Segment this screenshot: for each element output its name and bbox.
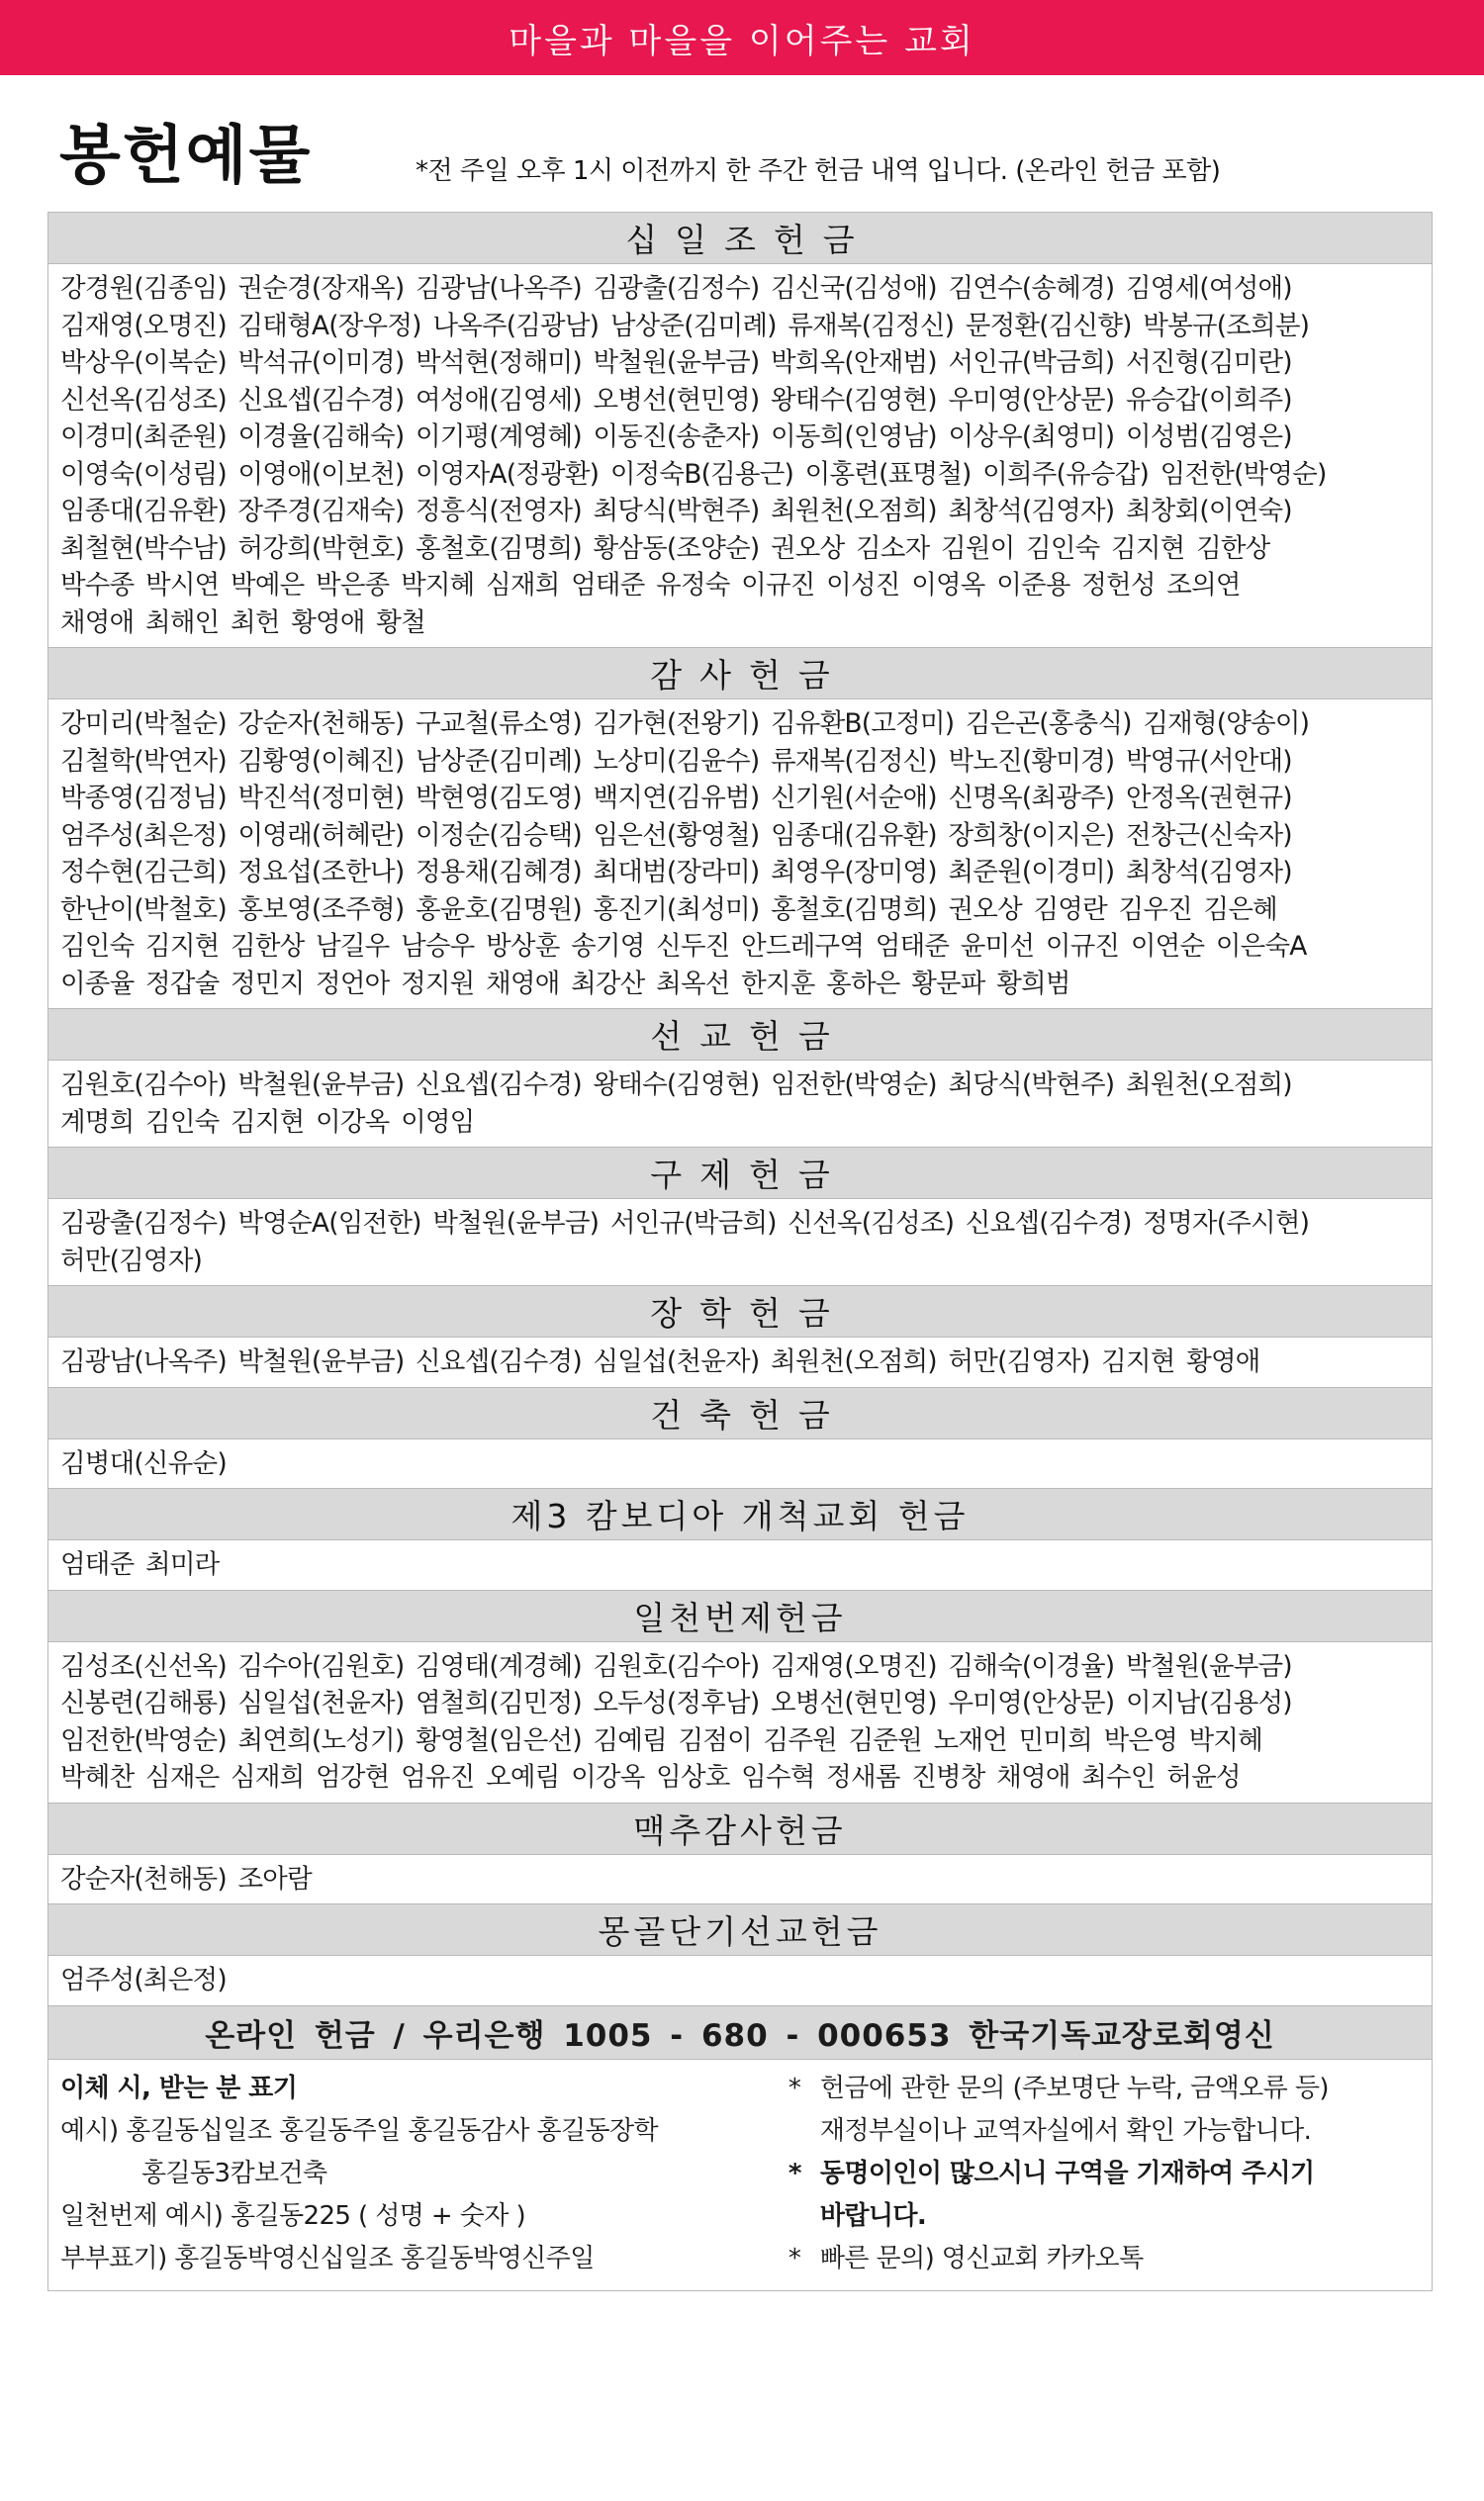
name-line: 신봉련(김해룡) 심일섭(천윤자) 염철희(김민정) 오두성(정후남) 오병선(현민영) 우미영(안상문) 이지남(김용성) [60, 1688, 1292, 1718]
notice-text: 빠른 문의) 영신교회 카카오톡 [819, 2243, 1144, 2273]
section-heading: 구제헌금 [48, 1148, 1432, 1199]
online-offering [48, 2006, 1432, 2290]
name-line: 김성조(신선옥) 김수아(김원호) 김영태(계경혜) 김원호(김수아) 김재영(오명진) 김해숙(이경율) 박철원(윤부금) [60, 1650, 1292, 1682]
notice-kakao [788, 2238, 1420, 2280]
name-line: 채영애 최해인 최헌 황영애 황철 [60, 606, 425, 638]
name-line: 박상우(이복순) 박석규(이미경) 박석현(정해미) 박철원(윤부금) 박희옥(안재범) 서인규(박금희) 서진형(김미란) [60, 347, 1292, 378]
name-line: 강미리(박철순) 강순자(천해동) 구교철(류소영) 김가현(전왕기) 김유환B(고정미) 김은곤(홍충식) 김재형(양송이) [60, 708, 1310, 739]
section-body [48, 1061, 1432, 1148]
section-building [48, 1388, 1432, 1490]
top-banner: 마을과 마을을 이어주는 교회 [0, 0, 1484, 75]
name-line: 이경미(최준원) 이경율(김해숙) 이기평(계영혜) 이동진(송춘자) 이동희(인영남) 이상우(최영미) 이성범(김영은) [60, 421, 1292, 452]
section-body [48, 1540, 1432, 1591]
section-heading: 제3 캄보디아 개척교회 헌금 [48, 1489, 1432, 1540]
section-heading: 건축헌금 [48, 1388, 1432, 1439]
section-thanksgiving [48, 648, 1432, 1009]
name-line: 강경원(김종임) 권순경(장재옥) 김광남(나옥주) 김광출(김정수) 김신국(김성애) 김연수(송혜경) 김영세(여성애) [60, 273, 1292, 304]
section-body [48, 1956, 1432, 2006]
section-heading: 선교헌금 [48, 1009, 1432, 1061]
name-line: 이종율 정갑술 정민지 정언아 정지원 채영애 최강산 최옥선 한지훈 홍하은 황문파 황희범 [60, 968, 1070, 999]
offering-notices [788, 2068, 1420, 2280]
asterisk-marker: * [788, 2073, 801, 2103]
section-body [48, 1855, 1432, 1905]
notice-same-name [788, 2153, 1420, 2195]
name-line: 최철현(박수남) 허강희(박현호) 홍철호(김명희) 황삼동(조양순) 권오상 김소자 김원이 김인숙 김지현 김한상 [60, 532, 1270, 564]
name-line: 김광출(김정수) 박영순A(임전한) 박철원(윤부금) 서인규(박금희) 신선옥(김성조) 신요셉(김수경) 정명자(주시현) [60, 1208, 1310, 1239]
name-line: 신선옥(김성조) 신요셉(김수경) 여성애(김영세) 오병선(현민영) 왕태수(김영현) 우미영(안상문) 유승갑(이희주) [60, 384, 1292, 416]
name-line: 김광남(나옥주) 박철원(윤부금) 신요셉(김수경) 심일섭(천윤자) 최원천(오점희) 허만(김영자) 김지현 황영애 [60, 1346, 1260, 1377]
name-line: 이영숙(이성림) 이영애(이보천) 이영자A(정광환) 이정숙B(김용근) 이홍련(표명철) 이희주(유승갑) 임전한(박영순) [60, 458, 1327, 490]
asterisk-marker: * [788, 2158, 801, 2188]
section-cambodia [48, 1489, 1432, 1591]
section-body [48, 1199, 1432, 1286]
section-tithe [48, 213, 1432, 648]
section-heading: 감사헌금 [48, 648, 1432, 699]
section-harvest-thanksgiving [48, 1804, 1432, 1905]
name-line: 임종대(김유환) 장주경(김재숙) 정흥식(전영자) 최당식(박현주) 최원천(오점희) 최창석(김영자) 최창회(이연숙) [60, 496, 1292, 526]
online-offering-info [48, 2060, 1432, 2290]
name-line: 계명희 김인숙 김지현 이강옥 이영임 [60, 1106, 475, 1138]
transfer-example: 예시) 홍길동십일조 홍길동주일 홍길동감사 홍길동장학 [60, 2115, 659, 2146]
notice-text: 헌금에 관한 문의 (주보명단 누락, 금액오류 등) [819, 2073, 1329, 2103]
asterisk-marker: * [788, 2243, 801, 2273]
name-line: 임전한(박영순) 최연희(노성기) 황영철(임은선) 김예림 김점이 김주원 김준원 노재언 민미희 박은영 박지혜 [60, 1724, 1263, 1756]
thousand-offering-example: 일천번제 예시) 홍길동225 ( 성명 + 숫자 ) [60, 2200, 526, 2231]
section-heading: 맥추감사헌금 [48, 1804, 1432, 1855]
name-line: 엄주성(최은정) 이영래(허혜란) 이정순(김승택) 임은선(황영철) 임종대(김유환) 장희창(이지은) 전창근(신숙자) [60, 819, 1292, 851]
offering-list [47, 212, 1433, 2291]
name-line: 박수종 박시연 박예은 박은종 박지혜 심재희 엄태준 유정숙 이규진 이성진 이영옥 이준용 정헌성 조의연 [60, 570, 1241, 601]
name-line: 한난이(박철호) 홍보영(조주형) 홍윤호(김명원) 홍진기(최성미) 홍철호(김명희) 권오상 김영란 김우진 김은혜 [60, 893, 1277, 925]
name-line: 김재영(오명진) 김태형A(장우정) 나옥주(김광남) 남상준(김미례) 류재복(김정신) 문정환(김신향) 박봉규(조희분) [60, 310, 1310, 341]
section-mission [48, 1009, 1432, 1148]
section-body [48, 1439, 1432, 1490]
name-line: 김병대(신유순) [60, 1447, 227, 1479]
transfer-instructions [60, 2068, 788, 2280]
page-title: 봉헌예물 [59, 120, 313, 193]
name-line: 엄주성(최은정) [60, 1965, 227, 1995]
page-note: *전 주일 오후 1시 이전까지 한 주간 헌금 내역 입니다. (온라인 헌금 포함) [416, 156, 1221, 186]
online-offering-heading: 온라인 헌금 / 우리은행 1005 - 680 - 000653 한국기독교장로회영신 [48, 2006, 1432, 2060]
name-line: 강순자(천해동) 조아람 [60, 1863, 312, 1895]
section-mongolia-mission [48, 1904, 1432, 2006]
transfer-title: 이체 시, 받는 분 표기 [60, 2073, 298, 2103]
notice-inquiry [788, 2068, 1420, 2110]
name-line: 김원호(김수아) 박철원(윤부금) 신요셉(김수경) 왕태수(김영현) 임전한(박영순) 최당식(박현주) 최원천(오점희) [60, 1069, 1292, 1100]
section-heading: 일천번제헌금 [48, 1591, 1432, 1642]
title-row [0, 75, 1484, 212]
name-line: 정수현(김근희) 정요섭(조한나) 정용채(김혜경) 최대범(장라미) 최영우(장미영) 최준원(이경미) 최창석(김영자) [60, 857, 1292, 887]
section-body [48, 1642, 1432, 1804]
name-line: 허만(김영자) [60, 1245, 203, 1276]
section-scholarship [48, 1286, 1432, 1388]
section-body [48, 1338, 1432, 1388]
section-relief [48, 1148, 1432, 1286]
section-heading: 십일조헌금 [48, 213, 1432, 264]
section-thousand-offering [48, 1591, 1432, 1804]
name-line: 박혜찬 심재은 심재희 엄강현 엄유진 오예림 이강옥 임상호 임수혁 정새롬 진병창 채영애 최수인 허윤성 [60, 1762, 1241, 1793]
notice-text-cont: 재정부실이나 교역자실에서 확인 가능합니다. [819, 2115, 1312, 2146]
name-line: 김철학(박연자) 김황영(이혜진) 남상준(김미례) 노상미(김윤수) 류재복(김정신) 박노진(황미경) 박영규(서안대) [60, 745, 1292, 777]
name-line: 박종영(김정님) 박진석(정미현) 박현영(김도영) 백지연(김유범) 신기원(서순애) 신명옥(최광주) 안정옥(권현규) [60, 783, 1292, 813]
section-heading: 몽골단기선교헌금 [48, 1904, 1432, 1956]
section-body [48, 699, 1432, 1009]
name-line: 엄태준 최미라 [60, 1549, 220, 1580]
name-line: 김인숙 김지현 김한상 남길우 남승우 방상훈 송기영 신두진 안드레구역 엄태준 윤미선 이규진 이연순 이은숙A [60, 931, 1307, 962]
notice-text-cont: 바랍니다. [819, 2200, 927, 2231]
couple-example: 부부표기) 홍길동박영신십일조 홍길동박영신주일 [60, 2243, 595, 2273]
transfer-example-cont: 홍길동3캄보건축 [141, 2158, 327, 2188]
section-heading: 장학헌금 [48, 1286, 1432, 1338]
notice-text: 동명이인이 많으시니 구역을 기재하여 주시기 [819, 2158, 1315, 2188]
section-body [48, 264, 1432, 648]
